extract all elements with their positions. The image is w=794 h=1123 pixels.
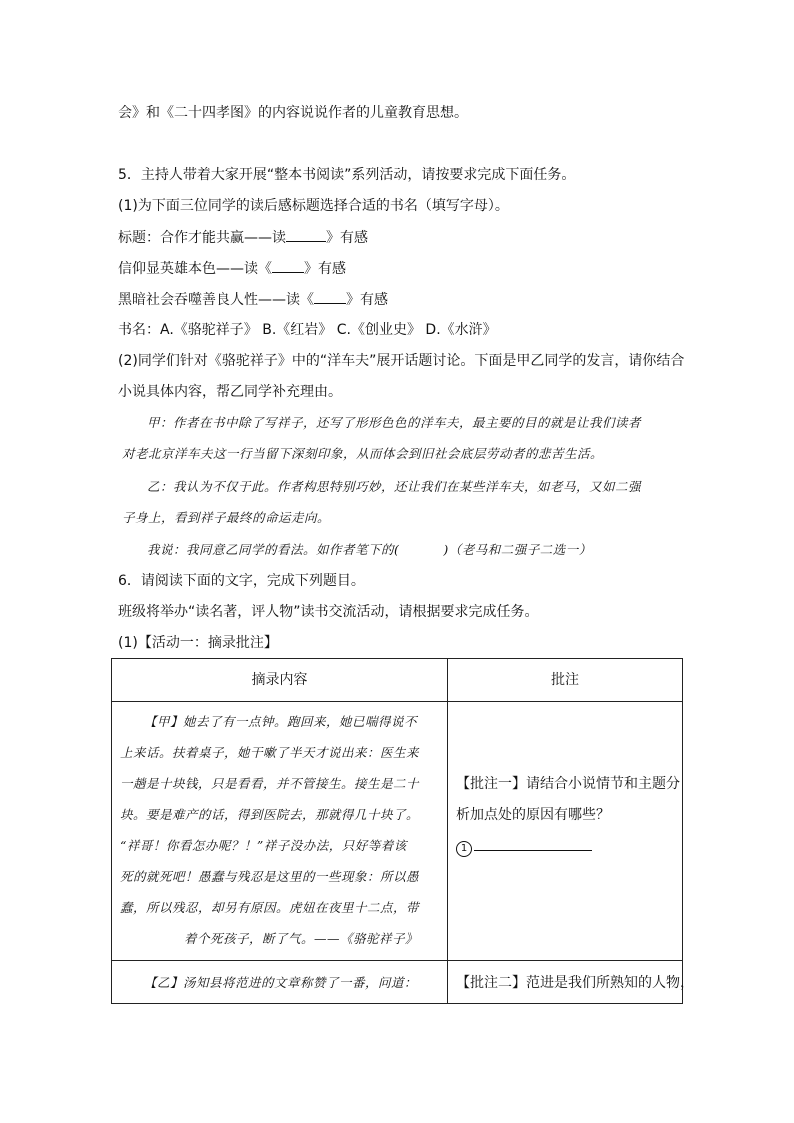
title-3-prefix: 黑暗社会吞噬善良人性——读《 xyxy=(118,292,314,308)
question-6: 6．请阅读下面的文字，完成下列题目。 xyxy=(118,573,365,589)
excerpt-line: 死的就死吧！愚蠢与残忍是这里的一些现象：所以愚 xyxy=(120,869,420,884)
speech-yi-2: 子身上，看到祥子最终的命运走向。 xyxy=(122,510,331,525)
answer-blank[interactable] xyxy=(272,258,304,273)
answer-blank[interactable] xyxy=(474,836,592,851)
note-line: 【批注一】请结合小说情节和主题分 xyxy=(456,776,680,792)
header-note: 批注 xyxy=(448,659,683,702)
title-2-prefix: 信仰显英雄本色——读《 xyxy=(118,261,272,277)
question-5-part-1: (1)为下面三位同学的读后感标题选择合适的书名（填写字母）。 xyxy=(118,198,509,214)
speech-me-prefix: 我说：我同意乙同学的看法。如作者笔下的( xyxy=(147,542,400,557)
answer-blank[interactable] xyxy=(286,227,326,242)
excerpt-cell xyxy=(112,961,448,1004)
title-3-suffix: 》有感 xyxy=(346,292,388,308)
circled-number: 1 xyxy=(456,841,472,857)
title-line-2 xyxy=(118,258,346,279)
text-line: 会》和《二十四孝图》的内容说说作者的儿童教育思想。 xyxy=(118,105,468,121)
title-1-suffix: 》有感 xyxy=(326,230,368,246)
speech-yi-1: 乙：我认为不仅于此。作者构思特别巧妙，还让我们在某些洋车夫，如老马，又如二强 xyxy=(147,479,642,494)
excerpt-line: 【甲】她去了有一点钟。跑回来，她已喘得说不 xyxy=(144,714,418,729)
speech-jia-1: 甲：作者在书中除了写祥子，还写了形形色色的洋车夫，最主要的目的就是让我们读者 xyxy=(147,415,642,430)
annotation-table xyxy=(111,658,694,1004)
note-cell xyxy=(448,961,694,1004)
note-cell xyxy=(448,702,683,961)
answer-blank[interactable] xyxy=(314,289,346,304)
note-answer-line xyxy=(456,836,592,857)
title-line-3 xyxy=(118,289,388,310)
question-5-part-2: (2)同学们针对《骆驼祥子》中的“洋车夫”展开话题讨论。下面是甲乙同学的发言，请你结合 xyxy=(118,353,685,369)
question-5-part-2-cont: 小说具体内容，帮乙同学补充理由。 xyxy=(118,384,342,400)
title-2-suffix: 》有感 xyxy=(304,261,346,277)
speech-me-suffix: )（老马和二强子二选一） xyxy=(443,542,592,557)
question-6-intro: 班级将举办“读名著，评人物”读书交流活动，请根据要求完成任务。 xyxy=(118,604,539,620)
note-line: 【批注二】范进是我们所熟知的人物， xyxy=(456,975,694,991)
speech-me xyxy=(147,540,592,560)
speech-jia-2: 对老北京洋车夫这一行当留下深刻印象，从而体会到旧社会底层劳动者的悲苦生活。 xyxy=(122,446,604,461)
table-row xyxy=(112,961,683,1004)
excerpt-line: 着个死孩子，断了气。——《骆驼祥子》 xyxy=(184,931,419,946)
book-options: 书名：A.《骆驼祥子》 B.《红岩》 C.《创业史》 D.《水浒》 xyxy=(118,322,497,338)
excerpt-line: 蠢，所以残忍，却另有原因。虎妞在夜里十二点，带 xyxy=(120,900,420,915)
header-excerpt: 摘录内容 xyxy=(112,659,448,702)
title-1-prefix: 标题：合作才能共赢——读 xyxy=(118,230,286,246)
note-line: 析加点处的原因有哪些？ xyxy=(456,807,610,823)
excerpt-line: “祥哥！你看怎办呢？！”祥子没办法，只好等着该 xyxy=(120,838,407,853)
excerpt-line: 【乙】汤知县将范进的文章称赞了一番，问道： xyxy=(144,975,418,990)
question-5: 5．主持人带着大家开展“整本书阅读”系列活动，请按要求完成下面任务。 xyxy=(118,167,576,183)
excerpt-cell xyxy=(112,702,448,961)
table-header-row xyxy=(112,659,683,702)
excerpt-line: 上来话。扶着桌子，她干嗽了半天才说出来：医生来 xyxy=(120,745,420,760)
question-6-part-1: (1)【活动一：摘录批注】 xyxy=(118,635,278,651)
table-row xyxy=(112,702,683,961)
excerpt-line: 块。要是难产的话，得到医院去，那就得几十块了。 xyxy=(120,807,420,822)
excerpt-line: 一趟是十块钱，只是看看，并不管接生。接生是二十 xyxy=(120,776,420,791)
title-line-1 xyxy=(118,227,368,248)
